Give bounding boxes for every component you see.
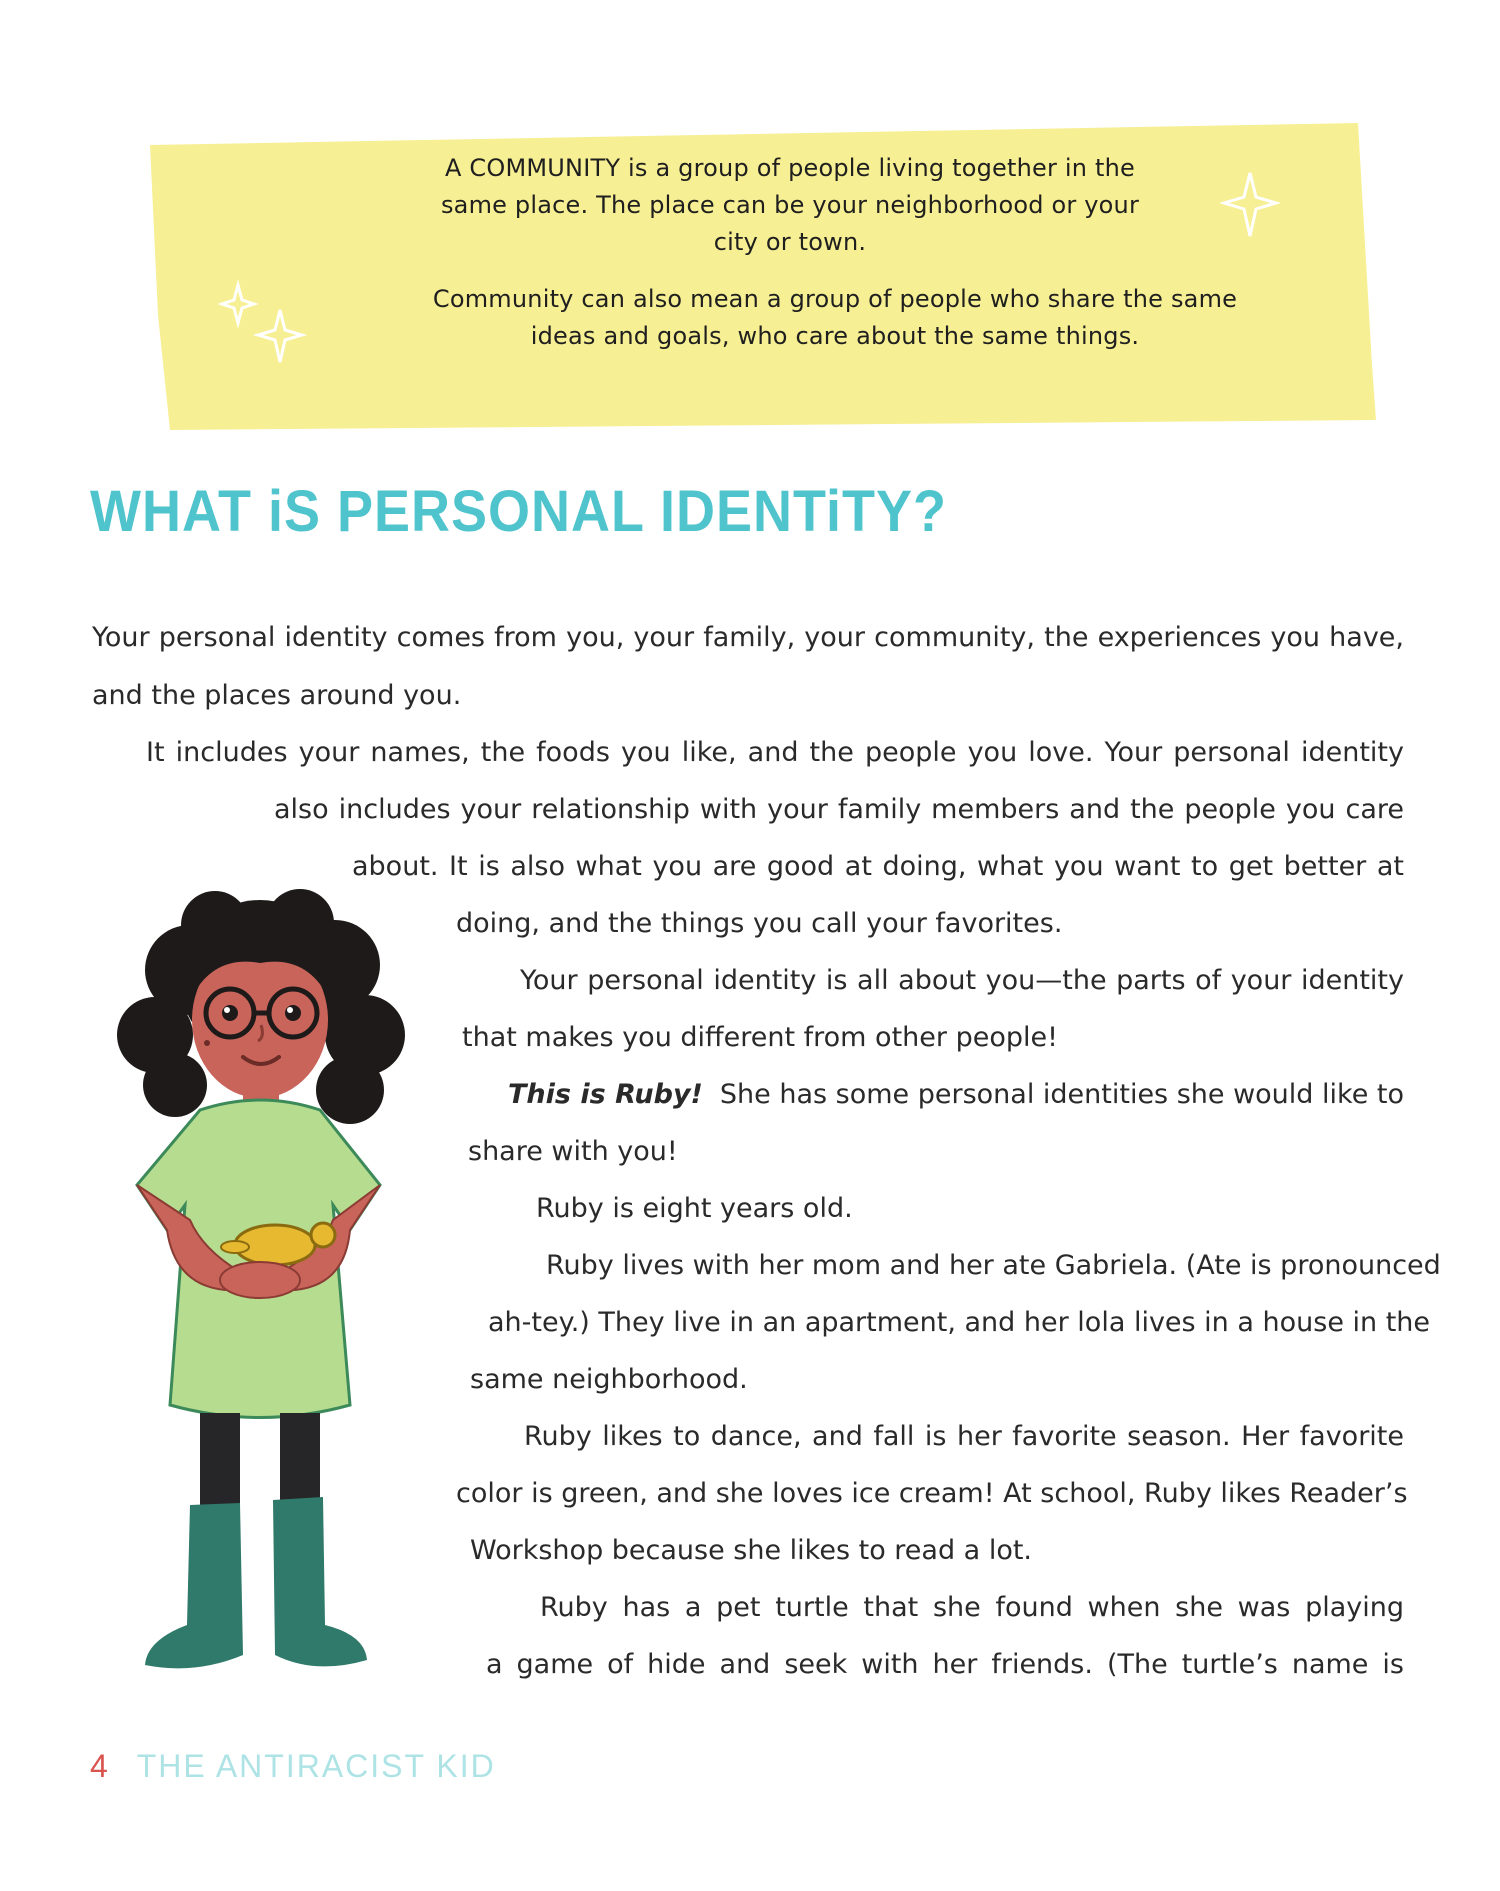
body-line: a game of hide and seek with her friends. (The turtle’s name is (486, 1649, 1404, 1680)
body-line: color is green, and she loves ice cream! At school, Ruby likes Reader’s (456, 1478, 1408, 1509)
ruby-illustration (95, 885, 425, 1695)
community-callout (330, 150, 1250, 355)
body-line: doing, and the things you call your favorites. (456, 908, 1063, 939)
community-definition-alt: Community can also mean a group of people who share the same ideas and goals, who care about the same things. (432, 285, 1238, 350)
body-line: share with you! (468, 1136, 678, 1167)
body-line: Ruby lives with her mom and her ate Gabriela. (Ate is pronounced (546, 1250, 1441, 1281)
body-line: same neighborhood. (470, 1364, 748, 1395)
body-line: Your personal identity comes from you, your family, your community, the experiences you have, (92, 622, 1404, 653)
boots (145, 1503, 243, 1668)
body-line: She has some personal identities she would like to (719, 1079, 1404, 1110)
body-line: that makes you different from other people! (462, 1022, 1058, 1053)
body-line: Ruby is eight years old. (536, 1193, 853, 1224)
community-definition: A COMMUNITY is a group of people living together in the same place. The place can be your neighborhood or your city or town. (440, 154, 1140, 256)
body-line: It includes your names, the foods you like, and the people you love. Your personal identity (146, 737, 1404, 768)
sparkle-icon (218, 280, 308, 370)
book-title: THE ANTIRACIST KID (136, 1748, 496, 1784)
ruby-name-emphasis: This is Ruby! (508, 1079, 703, 1110)
body-line: Ruby likes to dance, and fall is her favorite season. Her favorite (524, 1421, 1404, 1452)
section-heading: WHAT iS PERSONAL IDENTiTY? (90, 479, 948, 544)
body-line: Workshop because she likes to read a lot. (470, 1535, 1033, 1566)
page-footer (90, 1748, 496, 1785)
body-line: Ruby has a pet turtle that she found when she was playing (540, 1592, 1404, 1623)
page-number: 4 (90, 1748, 108, 1784)
ruby-intro-line (508, 1079, 1404, 1110)
body-line: ah-tey.) They live in an apartment, and her lola lives in a house in the (488, 1307, 1431, 1338)
body-line: Your personal identity is all about you—the parts of your identity (520, 965, 1404, 996)
body-line: also includes your relationship with your family members and the people you care (274, 794, 1404, 825)
body-line: and the places around you. (92, 680, 462, 711)
body-line: about. It is also what you are good at doing, what you want to get better at (352, 851, 1404, 882)
